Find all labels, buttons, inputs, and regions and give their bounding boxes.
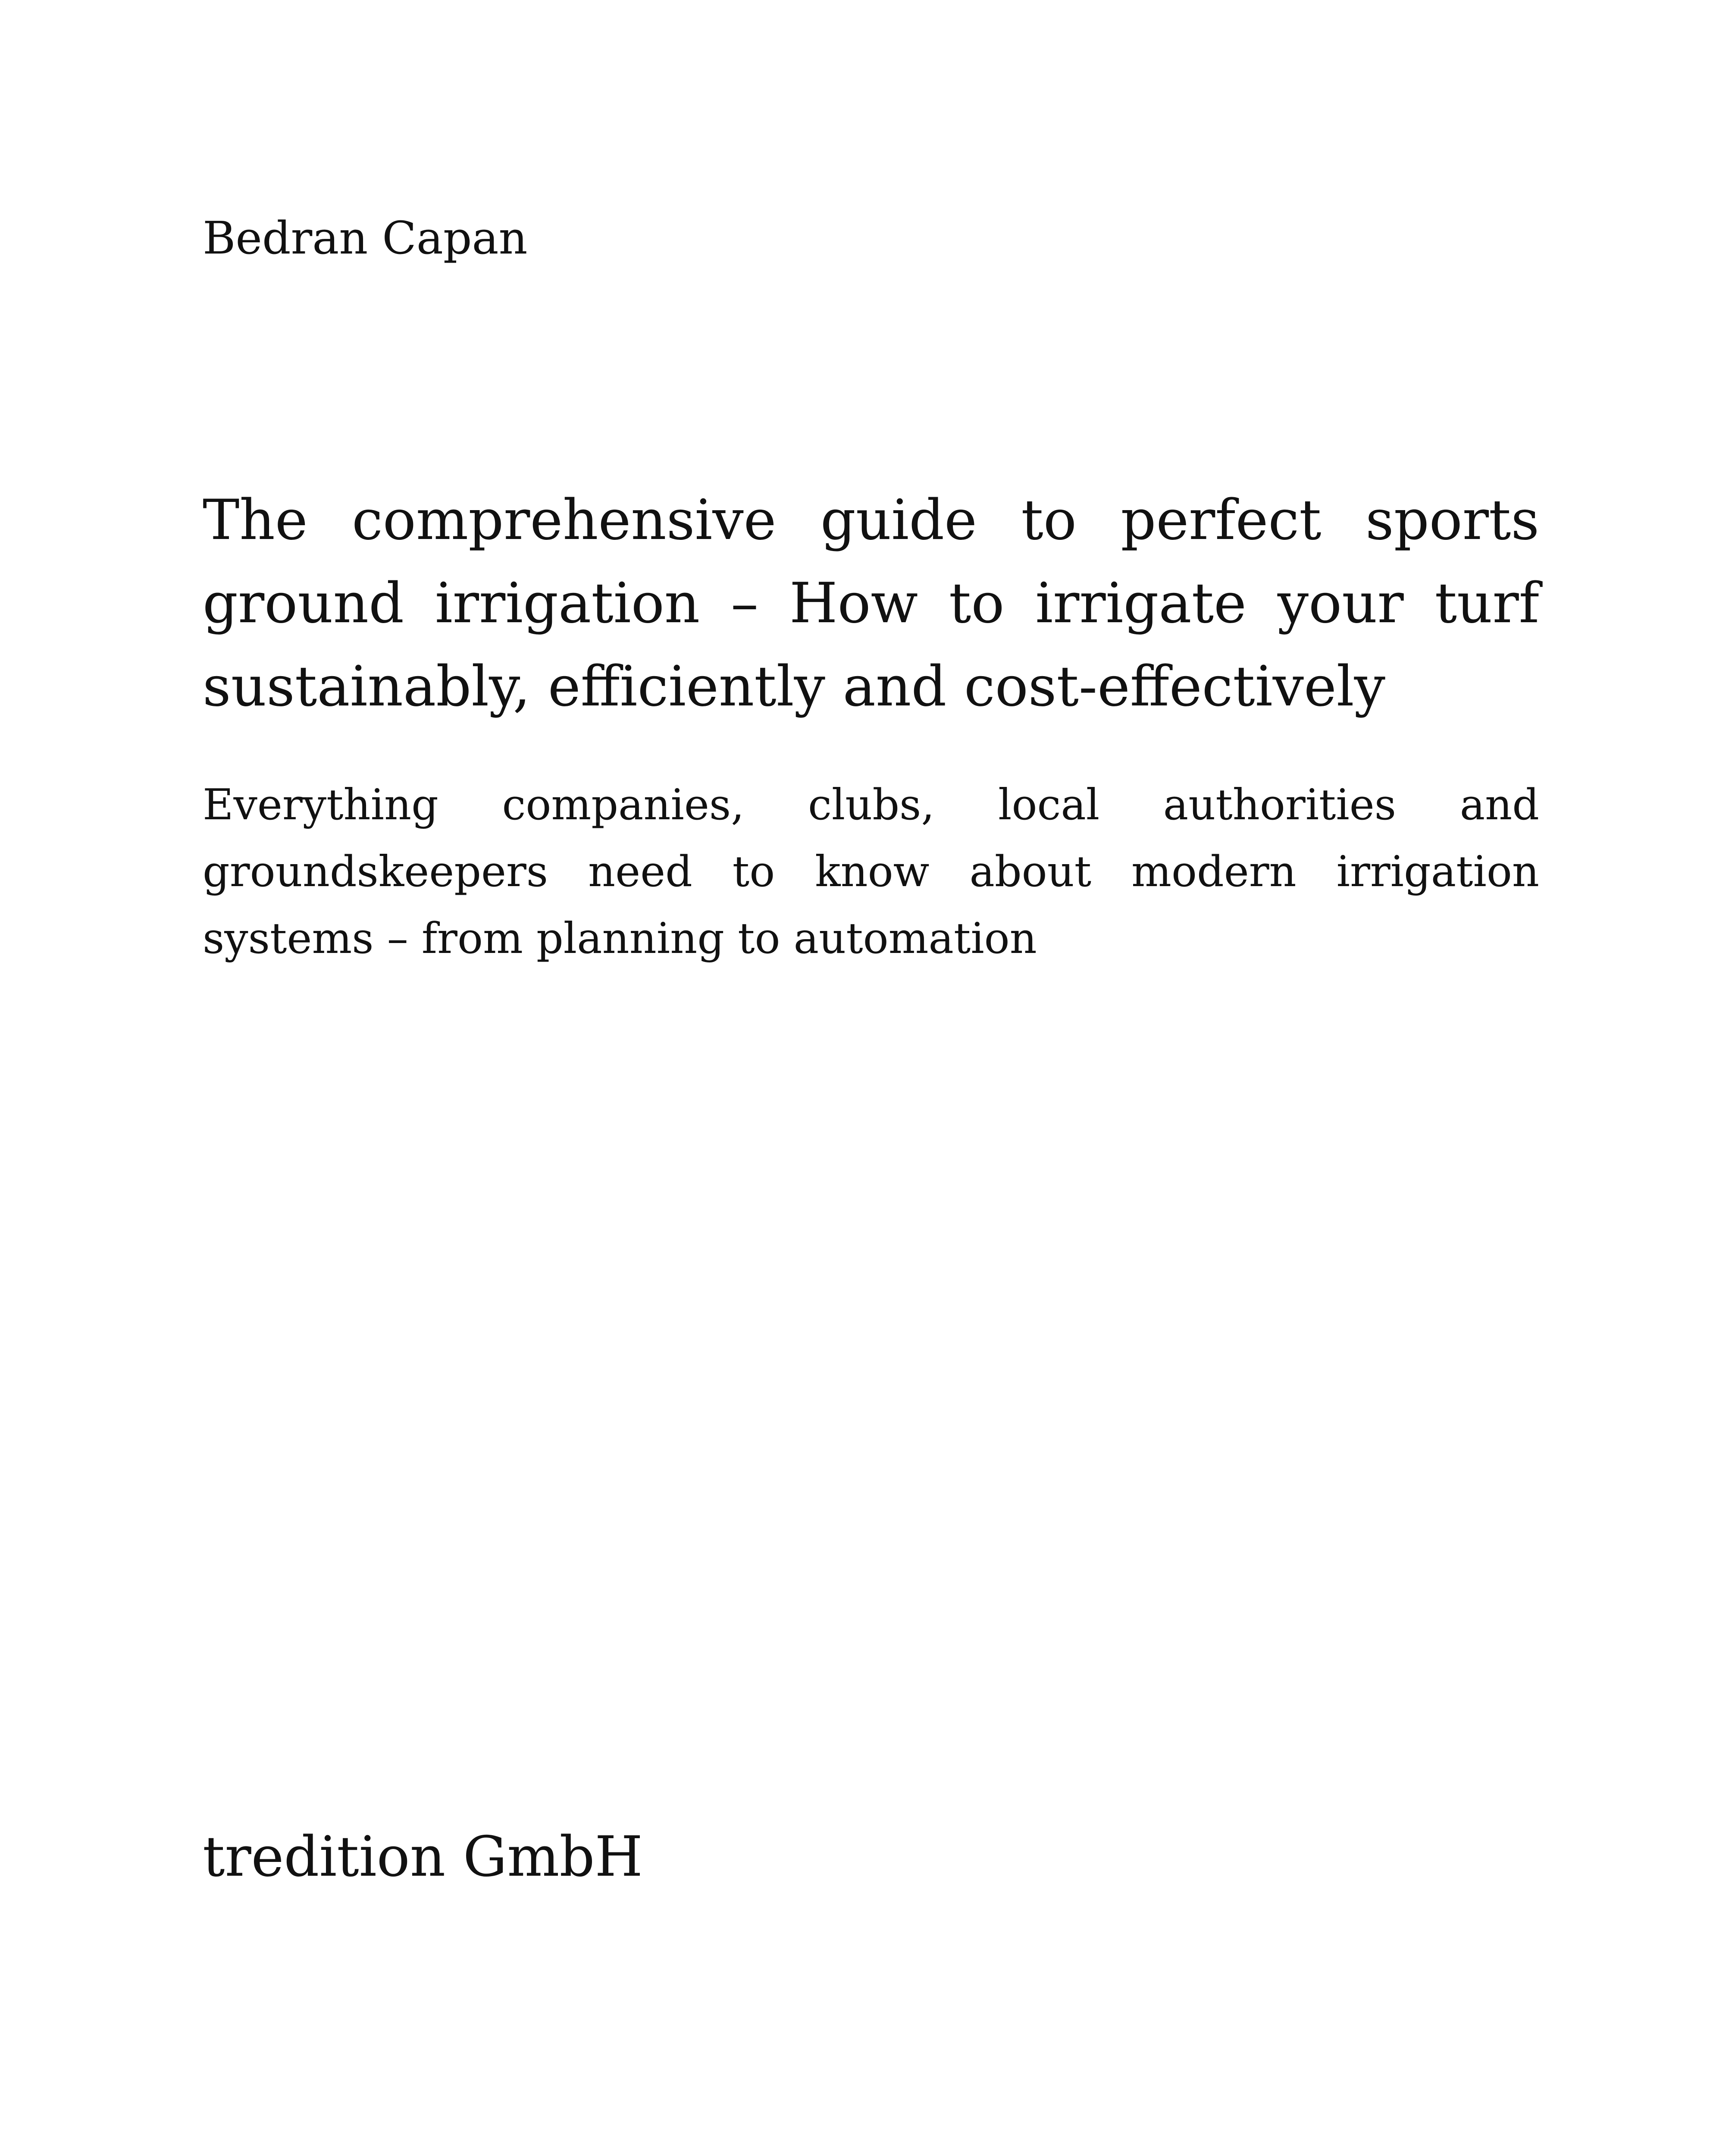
book-title: The comprehensive guide to perfect sports ground irrigation – How to irrigate your turf sustainably, efficiently and cost-effectively bbox=[203, 488, 1539, 719]
book-subtitle: Everything companies, clubs, local authorities and groundskeepers need to know about modern irrigation systems – from planning to automation bbox=[203, 780, 1539, 963]
author-name: Bedran Capan bbox=[203, 212, 528, 264]
publisher-name: tredition GmbH bbox=[203, 1825, 643, 1889]
